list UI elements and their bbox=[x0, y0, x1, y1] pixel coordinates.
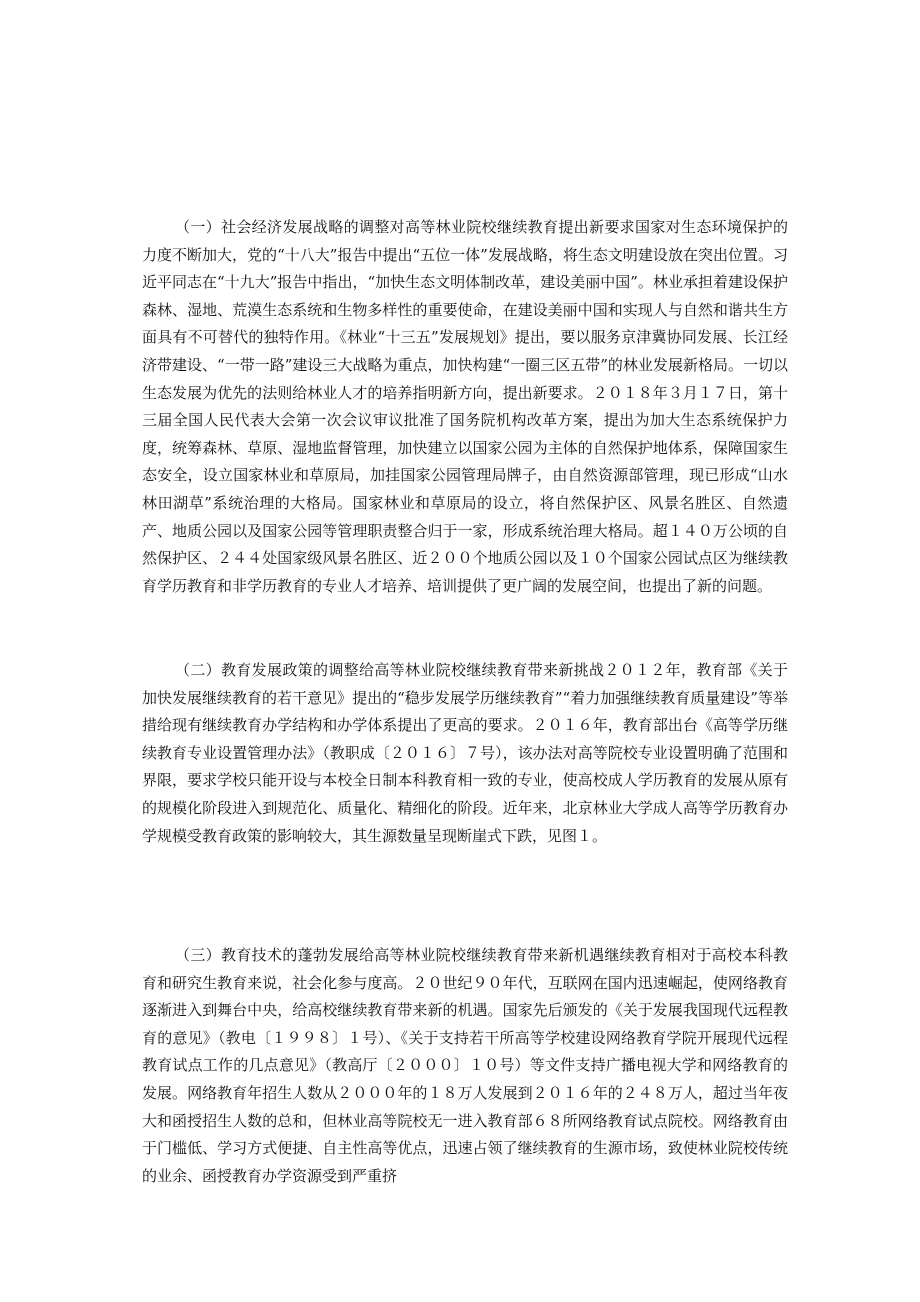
paragraph-section-2: （二）教育发展政策的调整给高等林业院校继续教育带来新挑战２０１２年，教育部《关于加快发展继续教育的若干意见》提出的“稳步发展学历继续教育”“着力加强继续教育质量建设”等举措给现有继续教育办学结构和办学体系提出了更高的要求。２０１６年，教育部出台《高等学历继续教育专业设置管理办法》（教职成〔２０１６〕７号），该办法对高等院校专业设置明确了范围和界限，要求学校只能开设与本校全日制本科教育相一致的专业，使高校成人学历教育的发展从原有的规模化阶段进入到规范化、质量化、精细化的阶段。近年来，北京林业大学成人高等学历教育办学规模受教育政策的影响较大，其生源数量呈现断崖式下跌，见图１。 bbox=[142, 661, 788, 845]
paragraph-section-1: （一）社会经济发展战略的调整对高等林业院校继续教育提出新要求国家对生态环境保护的力度不断加大，党的“十八大”报告中提出“五位一体”发展战略，将生态文明建设放在突出位置。习近平同志在“十九大”报告中指出，“加快生态文明体制改革，建设美丽中国”。林业承担着建设保护森林、湿地、荒漠生态系统和生物多样性的重要使命，在建设美丽中国和实现人与自然和谐共生方面具有不可替代的独特作用。《林业“十三五”发展规划》提出，要以服务京津冀协同发展、长江经济带建设、“一带一路”建设三大战略为重点，加快构建“一圈三区五带”的林业发展新格局。一切以生态发展为优先的法则给林业人才的培养指明新方向，提出新要求。２０１８年３月１７日，第十三届全国人民代表大会第一次会议审议批准了国务院机构改革方案，提出为加大生态系统保护力度，统筹森林、草原、湿地监督管理，加快建立以国家公园为主体的自然保护地体系，保障国家生态安全，设立国家林业和草原局，加挂国家公园管理局牌子，由自然资源部管理，现已形成“山水林田湖草”系统治理的大格局。国家林业和草原局的设立，将自然保护区、风景名胜区、自然遗产、地质公园以及国家公园等管理职责整合归于一家，形成系统治理大格局。超１４０万公顷的自然保护区、２４４处国家级风景名胜区、近２００个地质公园以及１０个国家公园试点区为继续教育学历教育和非学历教育的专业人才培养、培训提供了更广阔的发展空间，也提出了新的问题。 bbox=[142, 218, 788, 595]
paragraph-section-3: （三）教育技术的蓬勃发展给高等林业院校继续教育带来新机遇继续教育相对于高校本科教育和研究生教育来说，社会化参与度高。２０世纪９０年代，互联网在国内迅速崛起，使网络教育逐渐进入到舞台中央，给高校继续教育带来新的机遇。国家先后颁发的《关于发展我国现代远程教育的意见》（教电〔１９９８〕１号）、《关于支持若干所高等学校建设网络教育学院开展现代远程教育试点工作的几点意见》（教高厅〔２０００〕１０号）等文件支持广播电视大学和网络教育的发展。网络教育年招生人数从２０００年的１８万人发展到２０１６年的２４８万人，超过当年夜大和函授招生人数的总和，但林业高等院校无一进入教育部６８所网络教育试点院校。网络教育由于门槛低、学习方式便捷、自主性高等优点，迅速占领了继续教育的生源市场，致使林业院校传统的业余、函授教育办学资源受到严重挤 bbox=[142, 946, 788, 1185]
